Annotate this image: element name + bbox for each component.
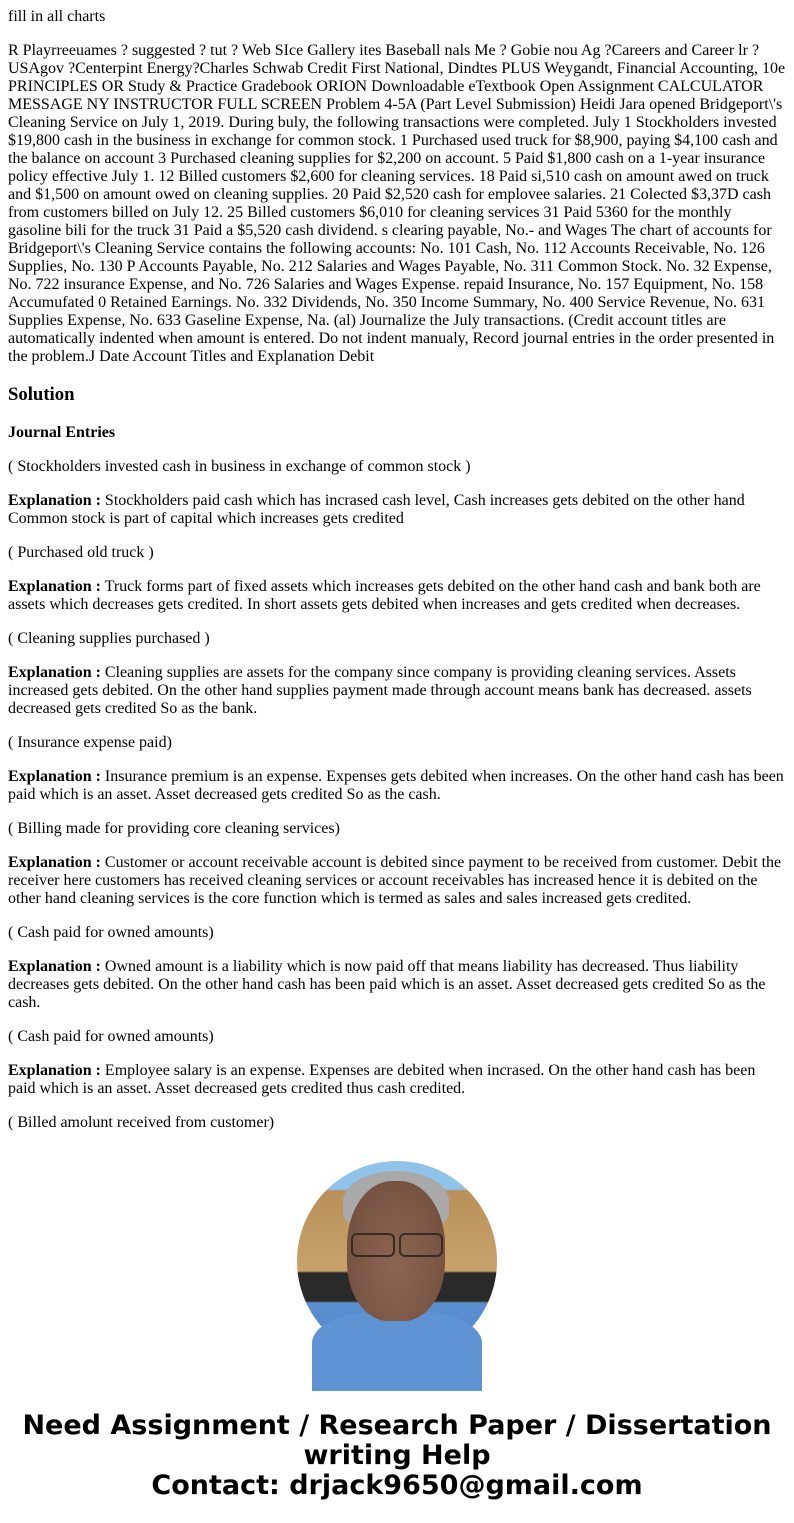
entries-list [8,458,786,1098]
entry-explanation [8,578,786,614]
explanation-label: Explanation : [8,854,101,871]
content-area [8,8,786,1130]
photo-glasses [349,1233,443,1255]
explanation-label: Explanation : [8,664,101,681]
entry-caption: ( Cleaning supplies purchased ) [8,630,210,647]
photo-shirt [312,1311,482,1391]
question-body: R Playrreeuames ? suggested ? tut ? Web SIce Gallery ites Baseball nals Me ? Gobie nou Ag ?Careers and Career lr ? USAgov ?Centerpint Energy?Charles Schwab Credit First National, Dindtes PLUS Weygandt, Financial Accounting, 10e PRINCIPLES OR Study & Practice Gradebook ORION Downloadable eTextbook Open Assignment CALCULATOR MESSAGE NY INSTRUCTOR FULL SCREEN Problem 4-5A (Part Level Submission) Heidi Jara opened Bridgeport\'s Cleaning Service on July 1, 2019. During buly, the following transactions were completed. July 1 Stockholders invested $19,800 cash in the business in exchange for common stock. 1 Purchased used truck for $8,900, paying $4,100 cash and the balance on account 3 Purchased cleaning supplies for $2,200 on account. 5 Paid $1,800 cash on a 1-year insurance policy effective July 1. 12 Billed customers $2,600 for cleaning services. 18 Paid si,510 cash on amount awed on truck and $1,500 on amount owed on cleaning supplies. 20 Paid $2,520 cash for emplovee salaries. 21 Colected $3,37D cash from customers billed on July 12. 25 Billed customers $6,010 for cleaning services 31 Paid 5360 for the monthly gasoline bili for the truck 31 Paid a $5,520 cash dividend. s clearing payable, No.- and Wages The chart of accounts for Bridgeport\'s Cleaning Service contains the following accounts: No. 101 Cash, No. 112 Accounts Receivable, No. 126 Supplies, No. 130 P Accounts Payable, No. 212 Salaries and Wages Payable, No. 311 Common Stock. No. 32 Expense, No. 722 insurance Expense, and No. 726 Salaries and Wages Expense. repaid Insurance, No. 157 Equipment, No. 158 Accumufated 0 Retained Earnings. No. 332 Dividends, No. 350 Income Summary, No. 400 Service Revenue, No. 631 Supplies Expense, No. 633 Gaseline Expense, Na. (al) Journalize the July transactions. (Credit account titles are automatically indented when amount is entered. Do not indent manualy, Record journal entries in the order presented in the problem.J Date Account Titles and Explanation Debit [8,42,786,365]
explanation-label: Explanation : [8,1062,101,1079]
explanation-text: Stockholders paid cash which has incrased cash level, Cash increases gets debited on the other hand Common stock is part of capital which increases gets credited [8,492,745,527]
entry-explanation [8,854,786,908]
entry-caption: ( Cash paid for owned amounts) [8,1028,214,1045]
author-photo [297,1161,497,1361]
banner-contact: Contact: drjack9650@gmail.com [151,1470,643,1501]
explanation-label: Explanation : [8,492,101,509]
journal-entries-heading [8,424,786,442]
explanation-text: Insurance premium is an expense. Expenses gets debited when increases. On the other hand cash has been paid which is an asset. Asset decreased gets credited So as the cash. [8,768,784,803]
entry-caption: ( Purchased old truck ) [8,544,154,561]
question-title: fill in all charts [8,8,106,25]
banner-line-1: Need Assignment / Research Paper / Dissertation writing Help [22,1410,772,1471]
entry-explanation [8,492,786,528]
entry-caption: ( Insurance expense paid) [8,734,172,751]
contact-banner [0,1411,794,1501]
explanation-text: Truck forms part of fixed assets which increases gets debited on the other hand cash and bank both are assets which decreases gets credited. In short assets gets debited when increases and gets credited when decreases. [8,578,761,613]
entry-caption: ( Stockholders invested cash in business in exchange of common stock ) [8,458,471,475]
entry-caption: ( Billing made for providing core cleaning services) [8,820,340,837]
explanation-label: Explanation : [8,578,101,595]
entry-explanation [8,958,786,1012]
journal-entries-label: Journal Entries [8,424,116,441]
explanation-label: Explanation : [8,768,101,785]
entry-explanation [8,768,786,804]
explanation-text: Owned amount is a liability which is now paid off that means liability has decreased. Thus liability decreases gets debited. On the other hand cash has been paid which is an asset. Asset decreased gets credited So as the cash. [8,958,766,1011]
explanation-text: Cleaning supplies are assets for the company since company is providing cleaning services. Assets increased gets debited. On the other hand supplies payment made through account means bank has decreased. assets decreased gets credited So as the bank. [8,664,752,717]
entry-explanation [8,1062,786,1098]
entry-caption: ( Billed amolunt received from customer) [8,1114,275,1131]
explanation-text: Employee salary is an expense. Expenses are debited when incrased. On the other hand cash has been paid which is an asset. Asset decreased gets credited thus cash credited. [8,1062,756,1097]
entry-caption: ( Cash paid for owned amounts) [8,924,214,941]
explanation-text: Customer or account receivable account is debited since payment to be received from customer. Debit the receiver here customers has received cleaning services or account receivables has increased hence it is debited on the other hand cleaning services is the core function which is termed as sales and sales increased gets credited. [8,854,782,907]
entry-explanation [8,664,786,718]
solution-heading: Solution [8,384,75,405]
author-photo-wrap [0,1161,794,1361]
explanation-label: Explanation : [8,958,101,975]
